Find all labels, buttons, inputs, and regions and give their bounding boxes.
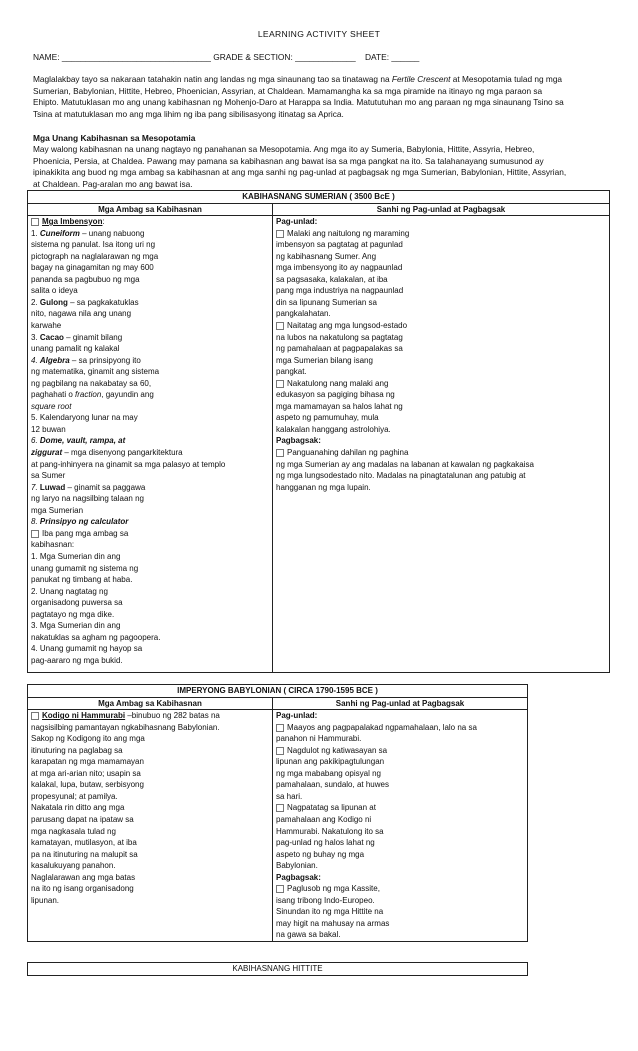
intro-line: Tsina at matutuklasan mo ang mga lihim ng iba pang sibilisasyong itinatag sa Aprica.	[33, 108, 344, 119]
list-item: Naitatag ang mga lungsod-estado	[276, 320, 606, 332]
bullet-icon	[276, 380, 284, 388]
list-item: ng mga Sumerian ay ang madalas na labanan at kawalan ng pagkakaisa	[276, 459, 534, 469]
bullet-icon	[31, 218, 39, 226]
list-item: Maayos ang pagpapalakad ngpamahalaan, lalo na sa	[276, 722, 524, 734]
development-heading: Pag-unlad:	[276, 711, 318, 721]
list-item: ng pamahalaan at pagpapalakas sa	[276, 344, 403, 354]
list-item: propesyunal; at pamilya.	[31, 791, 118, 801]
babylonian-left-list	[31, 722, 269, 907]
intro-line: Sumerian, Babylonian, Hittite, Hebreo, Phoenician, Assyrian, at Chaldean. Mamamangha ka sa mga piramide na itinayo ng mga paraon sa	[33, 85, 543, 96]
section-paragraph	[33, 144, 608, 190]
section-line: May walong kabihasnan na unang nagtayo ng panahanan sa Mesopotamia. Ang mga ito ay Sumeria, Babylonia, Hittite, Assyria, Hebreo,	[33, 144, 535, 154]
column-header: Sanhi ng Pag-unlad at Pagbagsak	[273, 697, 528, 710]
list-item: sa pagsasaka, kalakalan, at iba	[276, 274, 388, 284]
list-item: Babylonian.	[276, 861, 318, 871]
development-heading: Pag-unlad:	[276, 217, 318, 227]
list-item: Malaki ang naitulong ng maraming	[276, 228, 606, 240]
list-item: edukasyon sa pagiging bihasa ng	[276, 390, 395, 400]
list-item: itinuturing na paglabag sa	[31, 745, 123, 755]
list-item: Nagdulot ng katiwasayan sa	[276, 745, 524, 757]
section-line: Phoenicia, Persia, at Chaldea. Pawang may pamana sa kabihasnan ang bawat isa sa mga pangkat na ito. Sa talahanayang sumusunod ay	[33, 155, 544, 166]
hittite-table	[27, 962, 528, 976]
table-caption: KABIHASNANG SUMERIAN ( 3500 BcE )	[28, 191, 610, 204]
babylonian-table	[27, 684, 528, 942]
list-item: pamahalaan ang Kodigo ni	[276, 815, 372, 825]
sumerian-table	[27, 190, 610, 673]
list-item: mga nagkasala tulad ng	[31, 826, 116, 836]
babylonian-bagsak-list	[276, 883, 524, 941]
list-item: may higit na mahusay na armas	[276, 918, 390, 928]
list-item: Naglalarawan ang mga batas	[31, 872, 136, 882]
intro-line: Ehipto. Matutuklasan mo ang unang kabihasnan ng Mohenjo-Daro at Harappa sa India. Matututuhan mo ang paraan ng mga sinaunang Tsino sa	[33, 97, 564, 107]
decline-heading: Pagbagsak:	[276, 872, 321, 882]
list-item: Nakatala rin ditto ang mga	[31, 803, 125, 813]
list-item: mga mamamayan sa halos lahat ng	[276, 401, 403, 411]
list-item: pa na itinuturing na malupit sa	[31, 849, 138, 859]
intro-line: Maglalakbay tayo sa nakaraan tatahakin natin ang landas ng mga sinaunang tao sa tinatawag na Fertile Crescent at Mesopotamia tulad ng mga	[33, 74, 563, 84]
date-field[interactable]: DATE: ______	[355, 52, 420, 62]
column-header: Mga Ambag sa Kabihasnan	[28, 203, 273, 216]
list-item: imbensyon sa pagtatag at pagunlad	[276, 240, 403, 250]
list-item: na ito ng isang organisadong	[31, 884, 134, 894]
list-item: pamahalaan, sundalo, at huwes	[276, 780, 389, 790]
list-item: na gawa sa bakal.	[276, 930, 341, 940]
bullet-icon	[276, 449, 284, 457]
list-item: at mga ari-arian nito; usapin sa	[31, 768, 141, 778]
list-item: lipunan.	[31, 895, 60, 905]
student-info-row	[33, 52, 419, 63]
name-field[interactable]: NAME: ________________________________	[33, 52, 211, 62]
development-cell	[273, 216, 610, 673]
sumerian-unlad-list	[276, 228, 606, 436]
section-line: at Chaldean. Pag-aralan mo ang bawat isa.	[33, 178, 193, 189]
list-item: mga imbensyong ito ay nagpaunlad	[276, 263, 403, 273]
bullet-icon	[31, 530, 39, 538]
grade-section-field[interactable]: GRADE & SECTION: _____________	[210, 52, 356, 62]
bullet-icon	[276, 724, 284, 732]
sumerian-bagsak-list	[276, 447, 606, 493]
development-cell	[273, 710, 528, 942]
bullet-icon	[276, 322, 284, 330]
list-item: aspeto ng buhay ng mga	[276, 849, 365, 859]
sheet-title: LEARNING ACTIVITY SHEET	[257, 29, 381, 39]
contributions-cell: Kodigo ni Hammurabi –binubuo ng 282 batas na nagsisilbing pamantayan ngkabihasnang Babylonian. Sakop ng Kodigong ito ang mga itinuturing na paglabag sa karapatan ng mga mamamayan at mga ari-arian nito; usapin sa kalakal, lupa, butaw, serbisyong propesyunal; at pamilya. Nakatala rin ditto ang mga parusang dapat na ipataw sa mga nagkasala tulad ng kamatayan, mutilasyon, at iba pa na itinuturing na malupit sa kasalukuyang panahon. Naglalarawan ang mga batas na ito ng isang organisadong lipunan.	[28, 710, 273, 942]
list-item: Hammurabi. Nakatulong ito sa	[276, 826, 384, 836]
list-item: na lubos na nakatulong sa pagtatag	[276, 332, 403, 342]
table-caption: IMPERYONG BABYLONIAN ( CIRCA 1790-1595 BCE )	[28, 685, 528, 698]
list-item: lipunan ang pakikipagtulungan	[276, 757, 385, 767]
list-item: pangkat.	[276, 367, 307, 377]
list-item: Nakatulong nang malaki ang	[276, 378, 606, 390]
list-item: ng mga lungsodestado nito. Madalas na pinagtatalunan ang patubig at	[276, 471, 526, 481]
list-item: kalakal, lupa, butaw, serbisyong	[31, 780, 144, 790]
list-item: Paglusob ng mga Kassite,	[276, 883, 524, 895]
list-item: din sa lipunang Sumerian sa	[276, 297, 377, 307]
bullet-icon	[276, 804, 284, 812]
list-item: mga Sumerian bilang isang	[276, 355, 373, 365]
section-line: ipinakikita ang buod ng mga ambag sa kabihasnan at ang mga sanhi ng pag-unlad at pagbagsak ng mga Sumerian, Babylonian, Hittite, Assyrian,	[33, 167, 567, 177]
list-item: pag-unlad ng halos lahat ng	[276, 838, 375, 848]
intro-paragraph	[33, 74, 608, 120]
decline-heading: Pagbagsak:	[276, 436, 321, 446]
table-caption: KABIHASNANG HITTITE	[28, 963, 528, 976]
contributions-cell: Mga Imbensyon: 1. Cuneiform – unang nabuong sistema ng panulat. Isa itong uri ng pictograph na naglalarawan ng mga bagay na ginagamitan ng may 600 pananda sa pagbubuo ng mga salita o ideya 2. Gulong – sa pagkakatuklas nito, nagawa nila ang unang karwahe 3. Cacao – ginamit bilang unang pamalit ng kalakal 4. Algebra – sa prinsipyong ito ng matematika, ginamit ang sistema ng pagbilang na nakabatay sa 60, paghahati o fraction, gayundin ang square root 5. Kalendaryong lunar na may 12 buwan 6. Dome, vault, rampa, at ziggurat – mga disenyong pangarkitektura at pang-inhinyera na ginamit sa mga palasyo at templo sa Sumer 7. Luwad – ginamit sa paggawa ng laryo na nagsilbing talaan ng mga Sumerian 8. Prinsipyo ng calculator Iba pang mga ambag sa kabihasnan: 1. Mga Sumerian din ang unang gumamit ng sistema ng panukat ng timbang at haba. 2. Unang nagtatag ng organisadong puwersa sa pagtatayo ng mga dike. 3. Mga Sumerian din ang nakatuklas sa agham ng pagoopera. 4. Unang gumamit ng hayop sa pag-aararo ng mga bukid.	[28, 216, 273, 673]
list-item: aspeto ng pamumuhay, mula	[276, 413, 379, 423]
list-item: karapatan ng mga mamamayan	[31, 757, 144, 767]
list-item: pang mga industriya na nagpaunlad	[276, 286, 404, 296]
list-item: kalakalan hanggang astrolohiya.	[276, 424, 391, 434]
list-item: Panguanahing dahilan ng paghina	[276, 447, 606, 459]
bullet-icon	[276, 885, 284, 893]
list-item: parusang dapat na ipataw sa	[31, 815, 134, 825]
list-item: ng kabihasnang Sumer. Ang	[276, 251, 377, 261]
list-item: ng mga mababang opisyal ng	[276, 768, 381, 778]
list-item: isang tribong Indo-Europeo.	[276, 895, 375, 905]
bullet-icon	[276, 230, 284, 238]
bullet-icon	[276, 747, 284, 755]
column-header: Mga Ambag sa Kabihasnan	[28, 697, 273, 710]
list-item: Sakop ng Kodigong ito ang mga	[31, 734, 145, 744]
column-header: Sanhi ng Pag-unlad at Pagbagsak	[273, 203, 610, 216]
list-item: pangkalahatan.	[276, 309, 331, 319]
list-item: hangganan ng mga lupain.	[276, 482, 371, 492]
bullet-icon	[31, 712, 39, 720]
list-item: nagsisilbing pamantayan ngkabihasnang Babylonian.	[31, 722, 220, 732]
section-heading: Mga Unang Kabihasnan sa Mesopotamia	[33, 133, 196, 143]
list-item: Nagpatatag sa lipunan at	[276, 802, 524, 814]
babylonian-unlad-list	[276, 722, 524, 872]
inventions-heading: Mga Imbensyon	[42, 217, 103, 227]
list-item: kasalukuyang panahon.	[31, 861, 116, 871]
list-item: sa hari.	[276, 791, 303, 801]
list-item: panahon ni Hammurabi.	[276, 734, 362, 744]
list-item: Sinundan ito ng mga Hittite na	[276, 907, 384, 917]
list-item: kamatayan, mutilasyon, at iba	[31, 838, 137, 848]
